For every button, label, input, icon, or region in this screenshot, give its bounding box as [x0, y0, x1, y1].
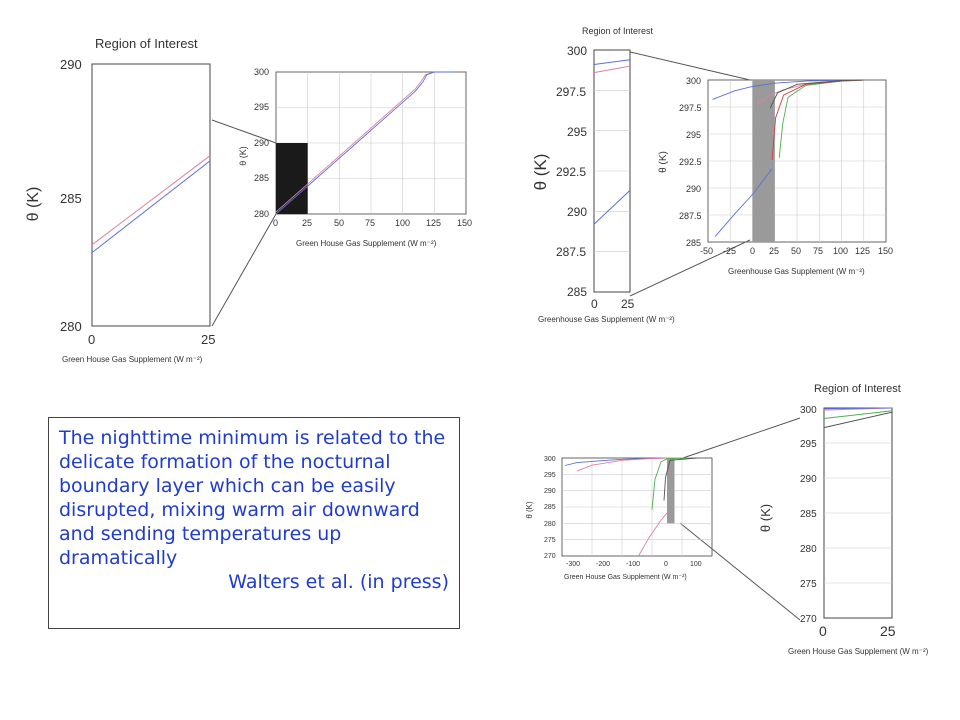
series — [824, 408, 892, 428]
y-tick-label: 295 — [800, 439, 817, 450]
series-line-blue — [565, 458, 697, 466]
y-tick-label: 300 — [544, 456, 556, 463]
chart-main-top-right — [650, 72, 900, 282]
x-axis-label: Green House Gas Supplement (W m⁻²) — [564, 574, 687, 581]
x-tick-label: -100 — [626, 561, 641, 568]
y-tick-label: 295 — [567, 125, 588, 139]
series — [713, 80, 864, 237]
y-tick-label: 300 — [567, 44, 588, 58]
grid-lines — [708, 80, 886, 242]
quote-text: The nighttime minimum is related to the delicate formation of the nocturnal boundary layer which can be easily disrupted, mixing warm air downward and sending temperatures up dramatically — [59, 427, 446, 569]
y-tick-label: 297.5 — [679, 103, 702, 113]
x-tick-label: 150 — [878, 246, 894, 256]
x-tick-label: 125 — [426, 218, 442, 228]
x-tick-label: 100 — [395, 218, 411, 228]
y-axis-label: θ (K) — [525, 501, 534, 519]
chart-main-bottom — [520, 450, 720, 590]
y-tick-label: 292.5 — [679, 157, 702, 167]
series-line-blue — [824, 408, 892, 409]
y-tick-label: 280 — [544, 521, 556, 528]
x-tick-label: 25 — [880, 623, 896, 639]
x-axis-label: Greenhouse Gas Supplement (W m⁻²) — [538, 315, 675, 324]
y-tick-label: 290 — [686, 184, 702, 194]
x-tick-label: 50 — [334, 218, 345, 228]
x-tick-label: 0 — [750, 246, 756, 256]
y-tick-label: 285 — [800, 509, 817, 520]
y-tick-label: 300 — [800, 405, 817, 416]
y-axis-label: θ (K) — [531, 153, 550, 191]
x-tick-label: -25 — [723, 246, 737, 256]
quote-citation: Walters et al. (in press) — [228, 571, 449, 593]
y-axis-label: θ (K) — [25, 186, 42, 222]
grid-lines — [594, 90, 630, 251]
y-tick-label: 285 — [60, 191, 82, 206]
x-tick-label: 50 — [791, 246, 802, 256]
y-tick-label: 290 — [254, 138, 270, 148]
x-tick-label: 0 — [664, 561, 668, 568]
y-tick-label: 292.5 — [556, 165, 587, 179]
x-tick-label: 100 — [690, 561, 702, 568]
x-tick-labels — [273, 218, 472, 228]
series-line-blue — [713, 80, 864, 99]
series-line-pink — [594, 66, 630, 73]
x-tick-label: 25 — [201, 332, 216, 347]
x-tick-label: -50 — [700, 246, 714, 256]
y-tick-label: 287.5 — [556, 245, 587, 259]
chart-main-top-left — [230, 60, 480, 260]
y-tick-label: 285 — [567, 285, 588, 299]
chart-title: Region of Interest — [814, 383, 901, 395]
x-tick-label: 0 — [591, 297, 598, 311]
y-tick-label: 300 — [254, 67, 270, 77]
y-tick-label: 290 — [544, 488, 556, 495]
x-tick-label: -200 — [596, 561, 611, 568]
x-tick-label: 0 — [273, 218, 279, 228]
series-line-red — [772, 80, 864, 160]
series-line-pink-low — [639, 513, 668, 556]
x-tick-labels — [700, 246, 893, 256]
series — [594, 60, 630, 225]
y-tick-label: 290 — [567, 205, 588, 219]
chart-title: Region of Interest — [582, 26, 654, 36]
y-axis-label: θ (K) — [758, 503, 773, 533]
series-line-blue-low — [594, 190, 630, 224]
x-tick-label: 75 — [365, 218, 376, 228]
chart-title: Region of Interest — [95, 36, 198, 51]
x-tick-labels — [566, 561, 702, 568]
grid-lines — [562, 458, 712, 556]
y-tick-labels — [556, 44, 587, 299]
region-of-interest-highlight — [276, 143, 308, 214]
y-tick-label: 280 — [800, 544, 817, 555]
y-tick-label: 275 — [800, 579, 817, 590]
x-tick-label: 100 — [833, 246, 849, 256]
series-line-green — [779, 80, 864, 158]
y-tick-label: 280 — [254, 209, 270, 219]
x-tick-label: 25 — [621, 297, 635, 311]
y-tick-label: 295 — [254, 102, 270, 112]
y-tick-label: 290 — [800, 474, 817, 485]
y-tick-label: 280 — [60, 319, 82, 334]
x-axis-label: Green House Gas Supplement (W m⁻²) — [788, 647, 929, 656]
y-tick-labels — [800, 405, 817, 625]
grid-lines — [824, 443, 892, 583]
x-axis-label: Green House Gas Supplement (W m⁻²) — [62, 355, 203, 364]
y-tick-label: 295 — [544, 472, 556, 479]
x-tick-label: -300 — [566, 561, 581, 568]
quote-box — [48, 417, 460, 629]
y-tick-label: 297.5 — [556, 85, 587, 99]
region-of-interest-highlight — [753, 80, 775, 242]
y-tick-label: 285 — [254, 173, 270, 183]
y-tick-label: 275 — [544, 537, 556, 544]
chart-zoom-bottom-right — [740, 378, 960, 668]
y-tick-labels — [679, 76, 702, 248]
y-tick-labels — [254, 67, 269, 219]
x-axis-label: Green House Gas Supplement (W m⁻²) — [296, 239, 437, 248]
y-tick-label: 285 — [544, 504, 556, 511]
y-tick-label: 290 — [60, 57, 82, 72]
x-tick-label: 25 — [769, 246, 780, 256]
series-line-blue — [594, 60, 630, 65]
x-tick-label: 125 — [855, 246, 871, 256]
y-axis-label: θ (K) — [658, 151, 669, 173]
y-tick-labels — [544, 456, 556, 560]
x-tick-label: 0 — [88, 332, 96, 347]
x-tick-label: 150 — [457, 218, 473, 228]
y-axis-label: θ (K) — [238, 146, 248, 166]
y-tick-label: 295 — [686, 130, 702, 140]
y-tick-label: 270 — [544, 553, 556, 560]
x-tick-label: 25 — [302, 218, 313, 228]
x-tick-label: 75 — [813, 246, 824, 256]
x-axis-label: Greenhouse Gas Supplement (W m⁻²) — [728, 267, 865, 276]
y-tick-label: 287.5 — [679, 211, 702, 221]
y-tick-label: 285 — [686, 238, 702, 248]
y-tick-label: 300 — [686, 76, 702, 86]
y-tick-label: 270 — [800, 614, 817, 625]
x-tick-label: 0 — [819, 623, 827, 639]
